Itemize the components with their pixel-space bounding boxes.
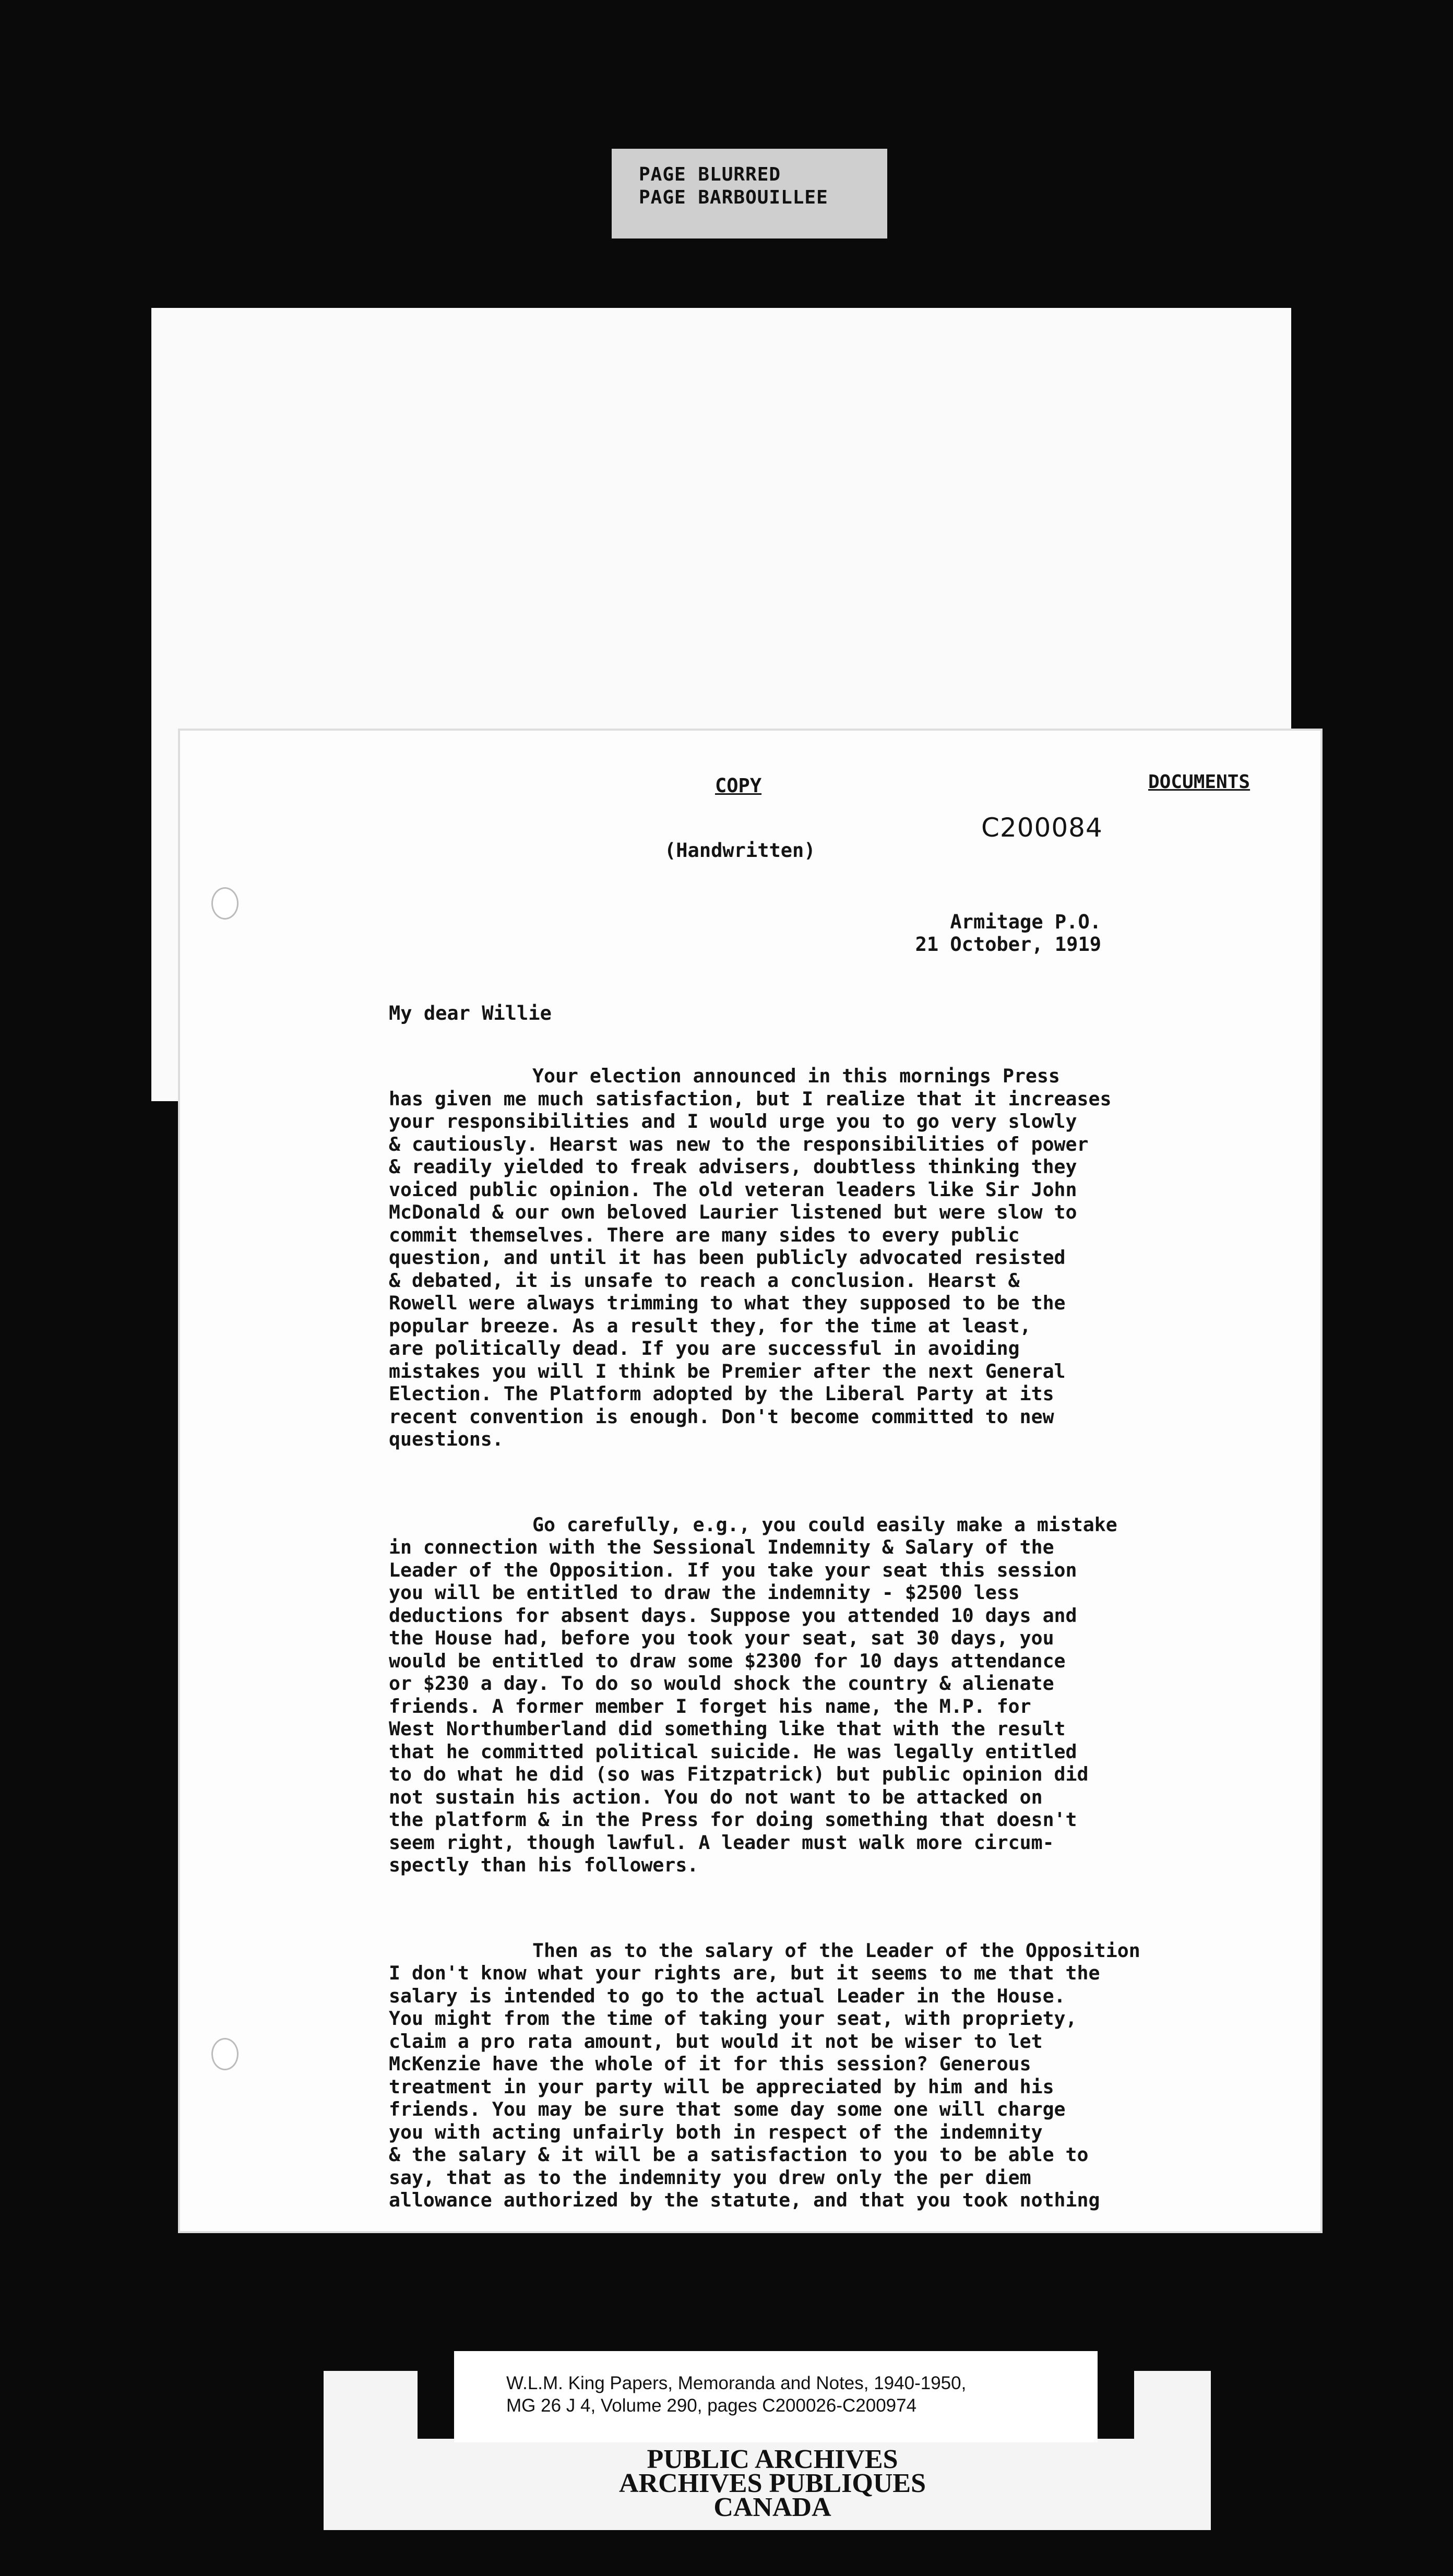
body-line: claim a pro rata amount, but would it not be wiser to let <box>389 2030 1043 2053</box>
caption-line: W.L.M. King Papers, Memoranda and Notes, 1940-1950, <box>506 2373 967 2393</box>
body-line: & cautiously. Hearst was new to the responsibilities of power <box>389 1132 1089 1155</box>
letter-page <box>180 731 1320 2231</box>
body-line: salary is intended to go to the actual Leader in the House. <box>389 1984 1066 2007</box>
body-line: friends. You may be sure that some day some one will charge <box>389 2098 1066 2120</box>
public-archives-stamp <box>522 2444 1023 2522</box>
body-line: voiced public opinion. The old veteran leaders like Sir John <box>389 1178 1077 1201</box>
body-line: Election. The Platform adopted by the Liberal Party at its <box>389 1382 1054 1405</box>
body-line: McDonald & our own beloved Laurier listened but were slow to <box>389 1201 1077 1223</box>
body-line: are politically dead. If you are successful in avoiding <box>389 1337 1020 1359</box>
body-line: or $230 a day. To do so would shock the country & alienate <box>389 1672 1054 1695</box>
handwritten-note: (Handwritten) <box>664 839 816 862</box>
body-line: You might from the time of taking your seat, with propriety, <box>389 2007 1077 2030</box>
body-line: the platform & in the Press for doing something that doesn't <box>389 1808 1077 1831</box>
punch-hole <box>211 2038 239 2070</box>
body-line: & debated, it is unsafe to reach a conclusion. Hearst & <box>389 1269 1020 1292</box>
body-line: Leader of the Opposition. If you take your seat this session <box>389 1558 1077 1581</box>
body-line: that he committed political suicide. He was legally entitled <box>389 1740 1077 1763</box>
archive-caption <box>454 2351 1098 2442</box>
body-line: & the salary & it will be a satisfaction to you to be able to <box>389 2143 1089 2166</box>
body-line: allowance authorized by the statute, and that you took nothing <box>389 2189 1100 2211</box>
body-line: to do what he did (so was Fitzpatrick) but public opinion did <box>389 1763 1089 1785</box>
body-line: your responsibilities and I would urge you to go very slowly <box>389 1110 1077 1132</box>
body-line: would be entitled to draw some $2300 for 10 days attendance <box>389 1649 1066 1672</box>
page-barbouillee-line: PAGE BARBOUILLEE <box>639 187 828 208</box>
documents-label: DOCUMENTS <box>1148 771 1250 793</box>
body-line: Rowell were always trimming to what they supposed to be the <box>389 1292 1066 1314</box>
document-number: C200084 <box>981 813 1103 843</box>
body-line: say, that as to the indemnity you drew only the per diem <box>389 2166 1031 2189</box>
letter-body <box>389 1044 1287 2233</box>
body-line: commit themselves. There are many sides to every public <box>389 1223 1020 1246</box>
body-line: in connection with the Sessional Indemnity & Salary of the <box>389 1536 1054 1558</box>
body-line: Then as to the salary of the Leader of the Opposition <box>532 1939 1140 1962</box>
body-line: treatment in your party will be appreciated by him and his <box>389 2075 1054 2098</box>
body-line: West Northumberland did something like that with the result <box>389 1718 1066 1740</box>
body-line: questions. <box>389 1428 504 1450</box>
body-line: the House had, before you took your seat, sat 30 days, you <box>389 1627 1054 1649</box>
body-line: McKenzie have the whole of it for this session? Generous <box>389 2053 1031 2075</box>
punch-hole <box>211 887 239 920</box>
body-line: deductions for absent days. Suppose you attended 10 days and <box>389 1604 1077 1627</box>
caption-line: MG 26 J 4, Volume 290, pages C200026-C200974 <box>506 2395 917 2416</box>
salutation: My dear Willie <box>389 1002 552 1024</box>
archives-line: ARCHIVES PUBLIQUES <box>618 2468 926 2498</box>
body-line: question, and until it has been publicly advocated resisted <box>389 1246 1066 1269</box>
page-blurred-line: PAGE BLURRED <box>639 164 781 185</box>
body-line: & readily yielded to freak advisers, doubtless thinking they <box>389 1155 1077 1178</box>
body-line: friends. A former member I forget his name, the M.P. for <box>389 1695 1031 1718</box>
archives-line: PUBLIC ARCHIVES <box>647 2444 898 2474</box>
body-line: has given me much satisfaction, but I realize that it increases <box>389 1087 1112 1110</box>
archives-line: CANADA <box>713 2492 831 2522</box>
body-line: you will be entitled to draw the indemnity - $2500 less <box>389 1581 1020 1604</box>
body-line: recent convention is enough. Don't become committed to new <box>389 1405 1054 1428</box>
body-line: seem right, though lawful. A leader must walk more circum- <box>389 1831 1054 1854</box>
page-blurred-label <box>612 149 887 238</box>
body-line: popular breeze. As a result they, for the time at least, <box>389 1314 1031 1337</box>
body-line: Your election announced in this mornings Press <box>532 1065 1060 1087</box>
body-line: not sustain his action. You do not want to be attacked on <box>389 1785 1043 1808</box>
body-line: mistakes you will I think be Premier after the next General <box>389 1359 1066 1382</box>
body-line: you with acting unfairly both in respect of the indemnity <box>389 2120 1043 2143</box>
letter-date: 21 October, 1919 <box>915 933 1101 956</box>
body-line: Go carefully, e.g., you could easily make a mistake <box>532 1513 1117 1536</box>
copy-label: COPY <box>715 774 762 797</box>
body-line: I don't know what your rights are, but it seems to me that the <box>389 1962 1100 1984</box>
footer-notch <box>418 2371 454 2439</box>
body-line: spectly than his followers. <box>389 1854 699 1876</box>
footer-notch <box>1098 2371 1134 2439</box>
address-place: Armitage P.O. <box>950 911 1101 933</box>
